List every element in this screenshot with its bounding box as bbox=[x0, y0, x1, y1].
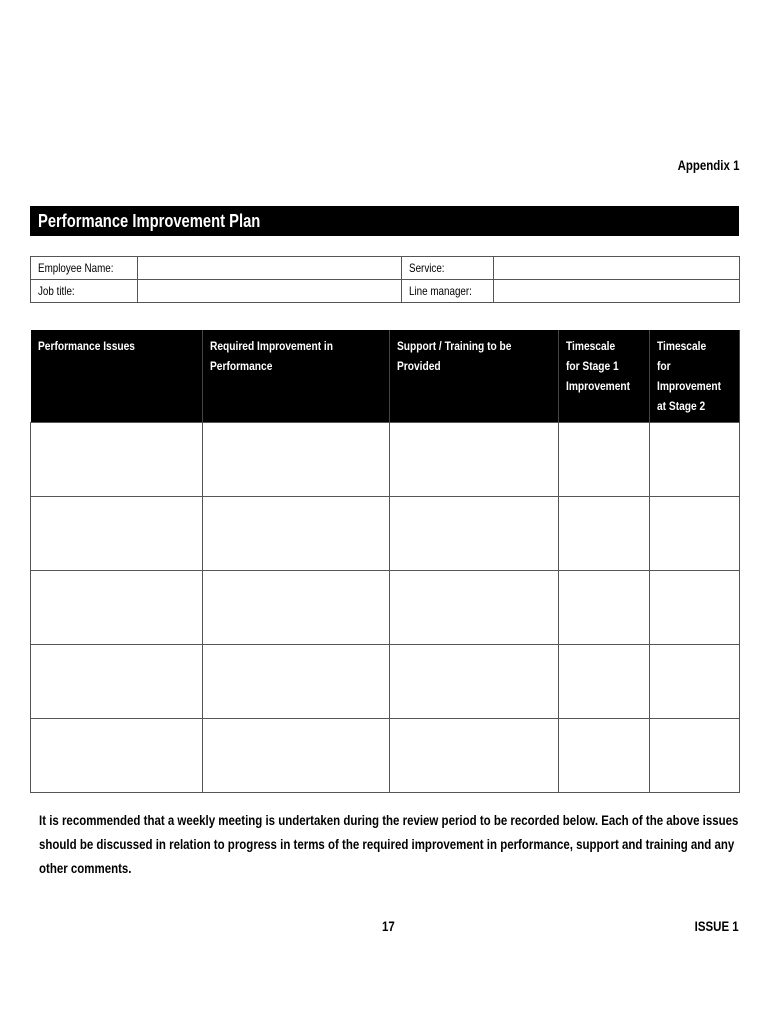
header-timescale-stage-2: Timescale for Improvement at Stage 2 bbox=[649, 330, 739, 423]
support-training-cell[interactable] bbox=[389, 423, 558, 497]
timescale-stage-1-cell[interactable] bbox=[559, 497, 649, 571]
timescale-stage-2-cell[interactable] bbox=[649, 423, 739, 497]
info-row bbox=[31, 280, 740, 303]
timescale-stage-1-cell[interactable] bbox=[559, 645, 649, 719]
header-performance-issues: Performance Issues bbox=[31, 330, 203, 423]
support-training-cell[interactable] bbox=[389, 719, 558, 793]
job-title-field[interactable] bbox=[138, 280, 402, 303]
support-training-cell[interactable] bbox=[389, 645, 558, 719]
header-timescale-stage-1: Timescale for Stage 1 Improvement bbox=[559, 330, 649, 423]
employee-name-field[interactable] bbox=[138, 257, 402, 280]
table-row bbox=[31, 719, 740, 793]
table-row bbox=[31, 497, 740, 571]
timescale-stage-2-cell[interactable] bbox=[649, 719, 739, 793]
timescale-stage-1-cell[interactable] bbox=[559, 571, 649, 645]
timescale-stage-2-cell[interactable] bbox=[649, 497, 739, 571]
meeting-note-text: It is recommended that a weekly meeting is undertaken during the review period to be recorded below. Each of the above issues should be discussed in relation to progress in terms of the required improvement in performance, support and training and any other comments. bbox=[39, 812, 739, 876]
table-row bbox=[31, 571, 740, 645]
service-label: Service: bbox=[402, 257, 494, 280]
table-row bbox=[31, 423, 740, 497]
support-training-cell[interactable] bbox=[389, 497, 558, 571]
performance-issue-cell[interactable] bbox=[31, 423, 203, 497]
required-improvement-cell[interactable] bbox=[202, 423, 389, 497]
page-title-bar bbox=[30, 206, 739, 236]
job-title-label: Job title: bbox=[31, 280, 138, 303]
issue-label: ISSUE 1 bbox=[694, 918, 739, 934]
header-required-improvement: Required Improvement in Performance bbox=[202, 330, 389, 423]
performance-issue-cell[interactable] bbox=[31, 497, 203, 571]
plan-header-row bbox=[31, 330, 740, 423]
employee-info-table bbox=[30, 256, 740, 303]
meeting-note bbox=[39, 808, 749, 880]
employee-name-label: Employee Name: bbox=[31, 257, 138, 280]
header-support-training: Support / Training to be Provided bbox=[389, 330, 558, 423]
timescale-stage-1-cell[interactable] bbox=[559, 719, 649, 793]
line-manager-field[interactable] bbox=[493, 280, 739, 303]
line-manager-label: Line manager: bbox=[402, 280, 494, 303]
required-improvement-cell[interactable] bbox=[202, 645, 389, 719]
info-row bbox=[31, 257, 740, 280]
performance-issue-cell[interactable] bbox=[31, 719, 203, 793]
timescale-stage-1-cell[interactable] bbox=[559, 423, 649, 497]
page-title: Performance Improvement Plan bbox=[38, 211, 261, 231]
timescale-stage-2-cell[interactable] bbox=[649, 571, 739, 645]
required-improvement-cell[interactable] bbox=[202, 571, 389, 645]
timescale-stage-2-cell[interactable] bbox=[649, 645, 739, 719]
performance-plan-table bbox=[30, 330, 740, 793]
support-training-cell[interactable] bbox=[389, 571, 558, 645]
performance-issue-cell[interactable] bbox=[31, 571, 203, 645]
required-improvement-cell[interactable] bbox=[202, 719, 389, 793]
performance-issue-cell[interactable] bbox=[31, 645, 203, 719]
service-field[interactable] bbox=[493, 257, 739, 280]
page-number: 17 bbox=[382, 918, 395, 934]
appendix-label: Appendix 1 bbox=[677, 157, 739, 173]
required-improvement-cell[interactable] bbox=[202, 497, 389, 571]
table-row bbox=[31, 645, 740, 719]
